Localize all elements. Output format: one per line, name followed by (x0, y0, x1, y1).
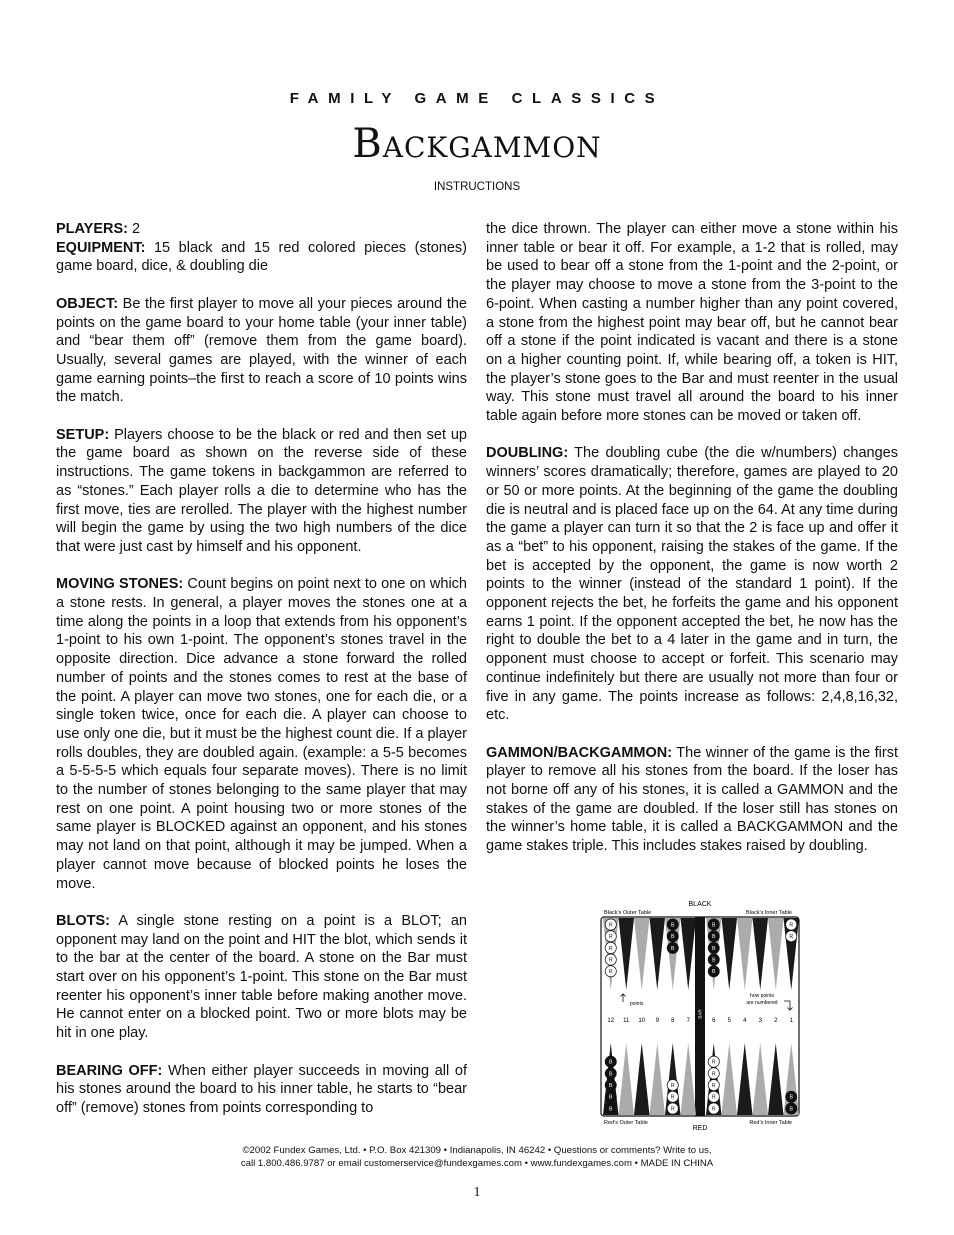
black-stone (605, 1103, 616, 1114)
svg-text:R: R (670, 1106, 675, 1113)
svg-text:R: R (711, 1059, 716, 1066)
svg-text:R: R (711, 1071, 716, 1078)
black-stone (605, 1080, 616, 1091)
bearing-off-text: When either player succeeds in moving all of his stones around the board to his inner table, he starts to “bear off” (remove) stones from points corresponding to (56, 1062, 467, 1116)
footer-line2: call 1.800.486.9787 or email customerservice@fundexgames.com • www.fundexgames.com • MADE IN CHINA (240, 1157, 714, 1169)
players-text: 2 (127, 221, 141, 237)
doubling-text: The doubling cube (the die w/numbers) changes winners’ scores dramatically; therefore, games are played to 20 or 50 or more points. At the beginning of the game the doubling die is neutral and is placed face up on the 64. At any time during the game a player can turn it so that the 2 is face up and offer it as a “bet” to his opponent, raising the stakes of the game. If the bet is accepted by the opponent, the game is now worth 2 points to the winner (instead of the standard 1 point). If the opponent rejects the bet, he forfeits the game and his opponent earns 1 point. If the opponent accepted the bet, he now has the right to double the bet to a 4 later in the game and in turn, the opponent must choose to accept or forfeit. This scenario may continue indefinitely but there are usually not more than four or five in any game. The points increase as follows: 2,4,8,16,32, etc. (486, 445, 898, 724)
svg-text:B: B (789, 1094, 793, 1101)
footer (0, 1145, 954, 1170)
instructions-subtitle: INSTRUCTIONS (433, 181, 521, 193)
board-top-label: BLACK (688, 901, 712, 908)
black-stone (605, 1056, 616, 1067)
point-number: 1 (789, 1018, 793, 1024)
svg-text:B: B (712, 934, 716, 941)
red-inner-table-label: Red’s Inner Table (749, 1120, 792, 1126)
bearing-off-paragraph (56, 1062, 467, 1118)
svg-text:R: R (670, 1094, 675, 1101)
doubling-paragraph (486, 444, 898, 725)
black-stone (667, 942, 678, 953)
point-number: 6 (712, 1018, 716, 1024)
black-stone (708, 919, 719, 930)
red-stone (667, 1080, 678, 1091)
blots-label: BLOTS: (56, 912, 110, 929)
point-number: 2 (774, 1018, 778, 1024)
blots-paragraph (56, 912, 467, 1043)
bearing-off-continued: the dice thrown. The player can either move a stone within his inner table or bear it off. For example, a 1-2 that is rolled, may be used to bear off a stone from the 1-point and the 2-point, or the player may choose to move a stone from the 3-point to the 6-point. When casting a number higher than any point covered, a stone from the highest point may bear off, but he cannot bear off a stone if the point indicated is vacant and there is a stone on a higher counting point. If, while bearing off, a token is HIT, the player’s stone goes to the Bar and must reenter in the usual way. This stone must travel all around the board to his inner table again before more stones can be moved or taken off. (486, 221, 898, 425)
svg-text:B: B (609, 1059, 613, 1066)
setup-text: Players choose to be the black or red and then set up the game board as shown on the reverse side of these instructions. The game tokens in backgammon are referred to as “stones.” Each player rolls a die to determine who has the first move, ties are rerolled. The player with the highest number will begin the game by using the two high numbers of the dice that were just cast by himself and his opponent. (56, 426, 467, 555)
svg-text:B: B (712, 945, 716, 952)
gammon-paragraph (486, 744, 898, 856)
moving-stones-label: MOVING STONES: (56, 576, 184, 593)
page-number: 1 (473, 1185, 481, 1200)
point-number: 5 (727, 1018, 731, 1024)
series-heading: FAMILY GAME CLASSICS (289, 90, 665, 107)
gammon-text: The winner of the game is the first player to remove all his stones from the board. If the loser has not borne off any of his stones, it is called a GAMMON and the stakes of the game are doubled. If the loser still has stones on the winner’s home table, it is called a BACKGAMMON and the game stakes triple. This includes stakes raised by doubling. (486, 744, 898, 855)
footer-line1: ©2002 Fundex Games, Ltd. • P.O. Box 421309 • Indianapolis, IN 46242 • Questions or comments? Write to us, (242, 1145, 712, 1156)
point-number: 7 (686, 1018, 690, 1024)
red-stone (708, 1091, 719, 1102)
svg-text:B: B (609, 1083, 613, 1089)
bearing-off-label: BEARING OFF: (56, 1062, 163, 1079)
object-label: OBJECT: (56, 295, 119, 312)
point-number: 3 (758, 1018, 762, 1024)
backgammon-board (597, 897, 803, 1137)
right-column (486, 220, 898, 856)
red-stone (605, 954, 616, 965)
numbered-note-line2: are numbered (746, 1000, 778, 1006)
black-stone (708, 966, 719, 977)
black-stone (708, 942, 719, 953)
black-stone (786, 1091, 797, 1102)
black-stone (786, 1103, 797, 1114)
red-stone (786, 919, 797, 930)
equipment-text: 15 black and 15 red colored pieces (stones) game board, dice, & doubling die (56, 239, 467, 275)
svg-text:B: B (712, 922, 716, 929)
svg-text:R: R (711, 1106, 716, 1113)
red-stone (708, 1068, 719, 1079)
moving-stones-text: Count begins on point next to one on which a stone rests. In general, a player moves the stones one at a time along the points in a loop that extends from his opponent’s 1-point to his own 1-point. The opponent’s stones travel in the opposite direction. Dice advance a stone forward the rolled number of points and the stones comes to rest at the base of the point. A player can move two stones, one for each die, or a single token twice, once for each die. A player can choose to use only one die, but it must be the highest count die. If a player rolls doubles, they are doubled again. (example: a 5-5 becomes a 5-5-5-5 which equals four separate moves). There is no limit to the number of stones belonging to the same player that may rest on one point. A point housing two or more stones of the same player is BLOCKED against an opponent, and his stones may not land on that point, although it may be jumped. When a player cannot move because of blocked points he loses the move. (56, 576, 467, 892)
red-stone (667, 1091, 678, 1102)
setup-paragraph (56, 426, 467, 557)
board-diagram (597, 897, 803, 1137)
svg-text:B: B (609, 1094, 613, 1101)
red-stone (605, 931, 616, 942)
svg-text:B: B (671, 945, 675, 952)
svg-text:R: R (789, 922, 794, 929)
red-stone (786, 931, 797, 942)
gammon-label: GAMMON/BACKGAMMON: (486, 744, 673, 761)
blots-text: A single stone resting on a point is a BLOT; an opponent may land on the point and HIT the blot, which sends it to the bar at the center of the board. A stone on the Bar must start over on his opponent’s 1-point. This stone on the Bar must reenter his opponent’s inner table before making another move. He cannot enter on a blocked point. Two or more blots may be hit in one play. (56, 912, 467, 1042)
svg-text:B: B (671, 934, 675, 941)
black-stone (667, 919, 678, 930)
point-number: 4 (743, 1018, 747, 1024)
black-inner-table-label: Black’s Inner Table (746, 910, 792, 916)
svg-text:R: R (670, 1083, 675, 1089)
svg-text:B: B (712, 969, 716, 976)
svg-text:R: R (711, 1094, 716, 1101)
svg-text:R: R (608, 922, 613, 929)
red-stone (667, 1103, 678, 1114)
svg-text:B: B (789, 1106, 793, 1113)
svg-text:R: R (608, 957, 613, 964)
moving-stones-paragraph (56, 575, 467, 893)
board-bottom-label: RED (692, 1125, 708, 1132)
red-stone (708, 1056, 719, 1067)
equipment-paragraph (56, 239, 467, 276)
points-note: points (630, 1001, 644, 1007)
red-stone (708, 1080, 719, 1091)
object-paragraph (56, 295, 467, 407)
svg-text:R: R (789, 934, 794, 941)
red-stone (605, 966, 616, 977)
black-outer-table-label: Black’s Outer Table (604, 910, 652, 916)
object-text: Be the first player to move all your pieces around the points on the game board to your home table (your inner table) and “bear them off” (remove them from the game board). Usually, several games are played, with the winner of each game earning points–the first to reach a score of 10 points wins the match. (56, 295, 467, 406)
doubling-label: DOUBLING: (486, 445, 569, 462)
black-stone (708, 931, 719, 942)
black-stone (605, 1068, 616, 1079)
black-stone (708, 954, 719, 965)
game-title: Backgammon (352, 121, 602, 167)
svg-text:B: B (609, 1106, 613, 1113)
setup-label: SETUP: (56, 426, 110, 443)
numbered-note-line1: how points (750, 993, 774, 999)
red-outer-table-label: Red’s Outer Table (604, 1120, 648, 1126)
equipment-label: EQUIPMENT: (56, 239, 146, 256)
svg-text:R: R (608, 969, 613, 976)
svg-text:B: B (671, 922, 675, 929)
svg-text:R: R (608, 934, 613, 941)
point-number: 9 (655, 1018, 659, 1024)
red-stone (708, 1103, 719, 1114)
point-number: 8 (671, 1018, 675, 1024)
svg-text:B: B (609, 1071, 613, 1078)
red-stone (605, 919, 616, 930)
black-stone (667, 931, 678, 942)
svg-text:R: R (608, 945, 613, 952)
svg-text:R: R (711, 1083, 716, 1089)
left-column (56, 220, 467, 1118)
players-label: PLAYERS: (56, 221, 128, 237)
bar-label: BAR (697, 1009, 703, 1019)
svg-text:B: B (712, 957, 716, 964)
point-number: 12 (607, 1018, 615, 1024)
point-number: 10 (638, 1018, 646, 1024)
black-stone (605, 1091, 616, 1102)
point-number: 11 (623, 1018, 630, 1024)
red-stone (605, 942, 616, 953)
players-paragraph (56, 220, 467, 239)
